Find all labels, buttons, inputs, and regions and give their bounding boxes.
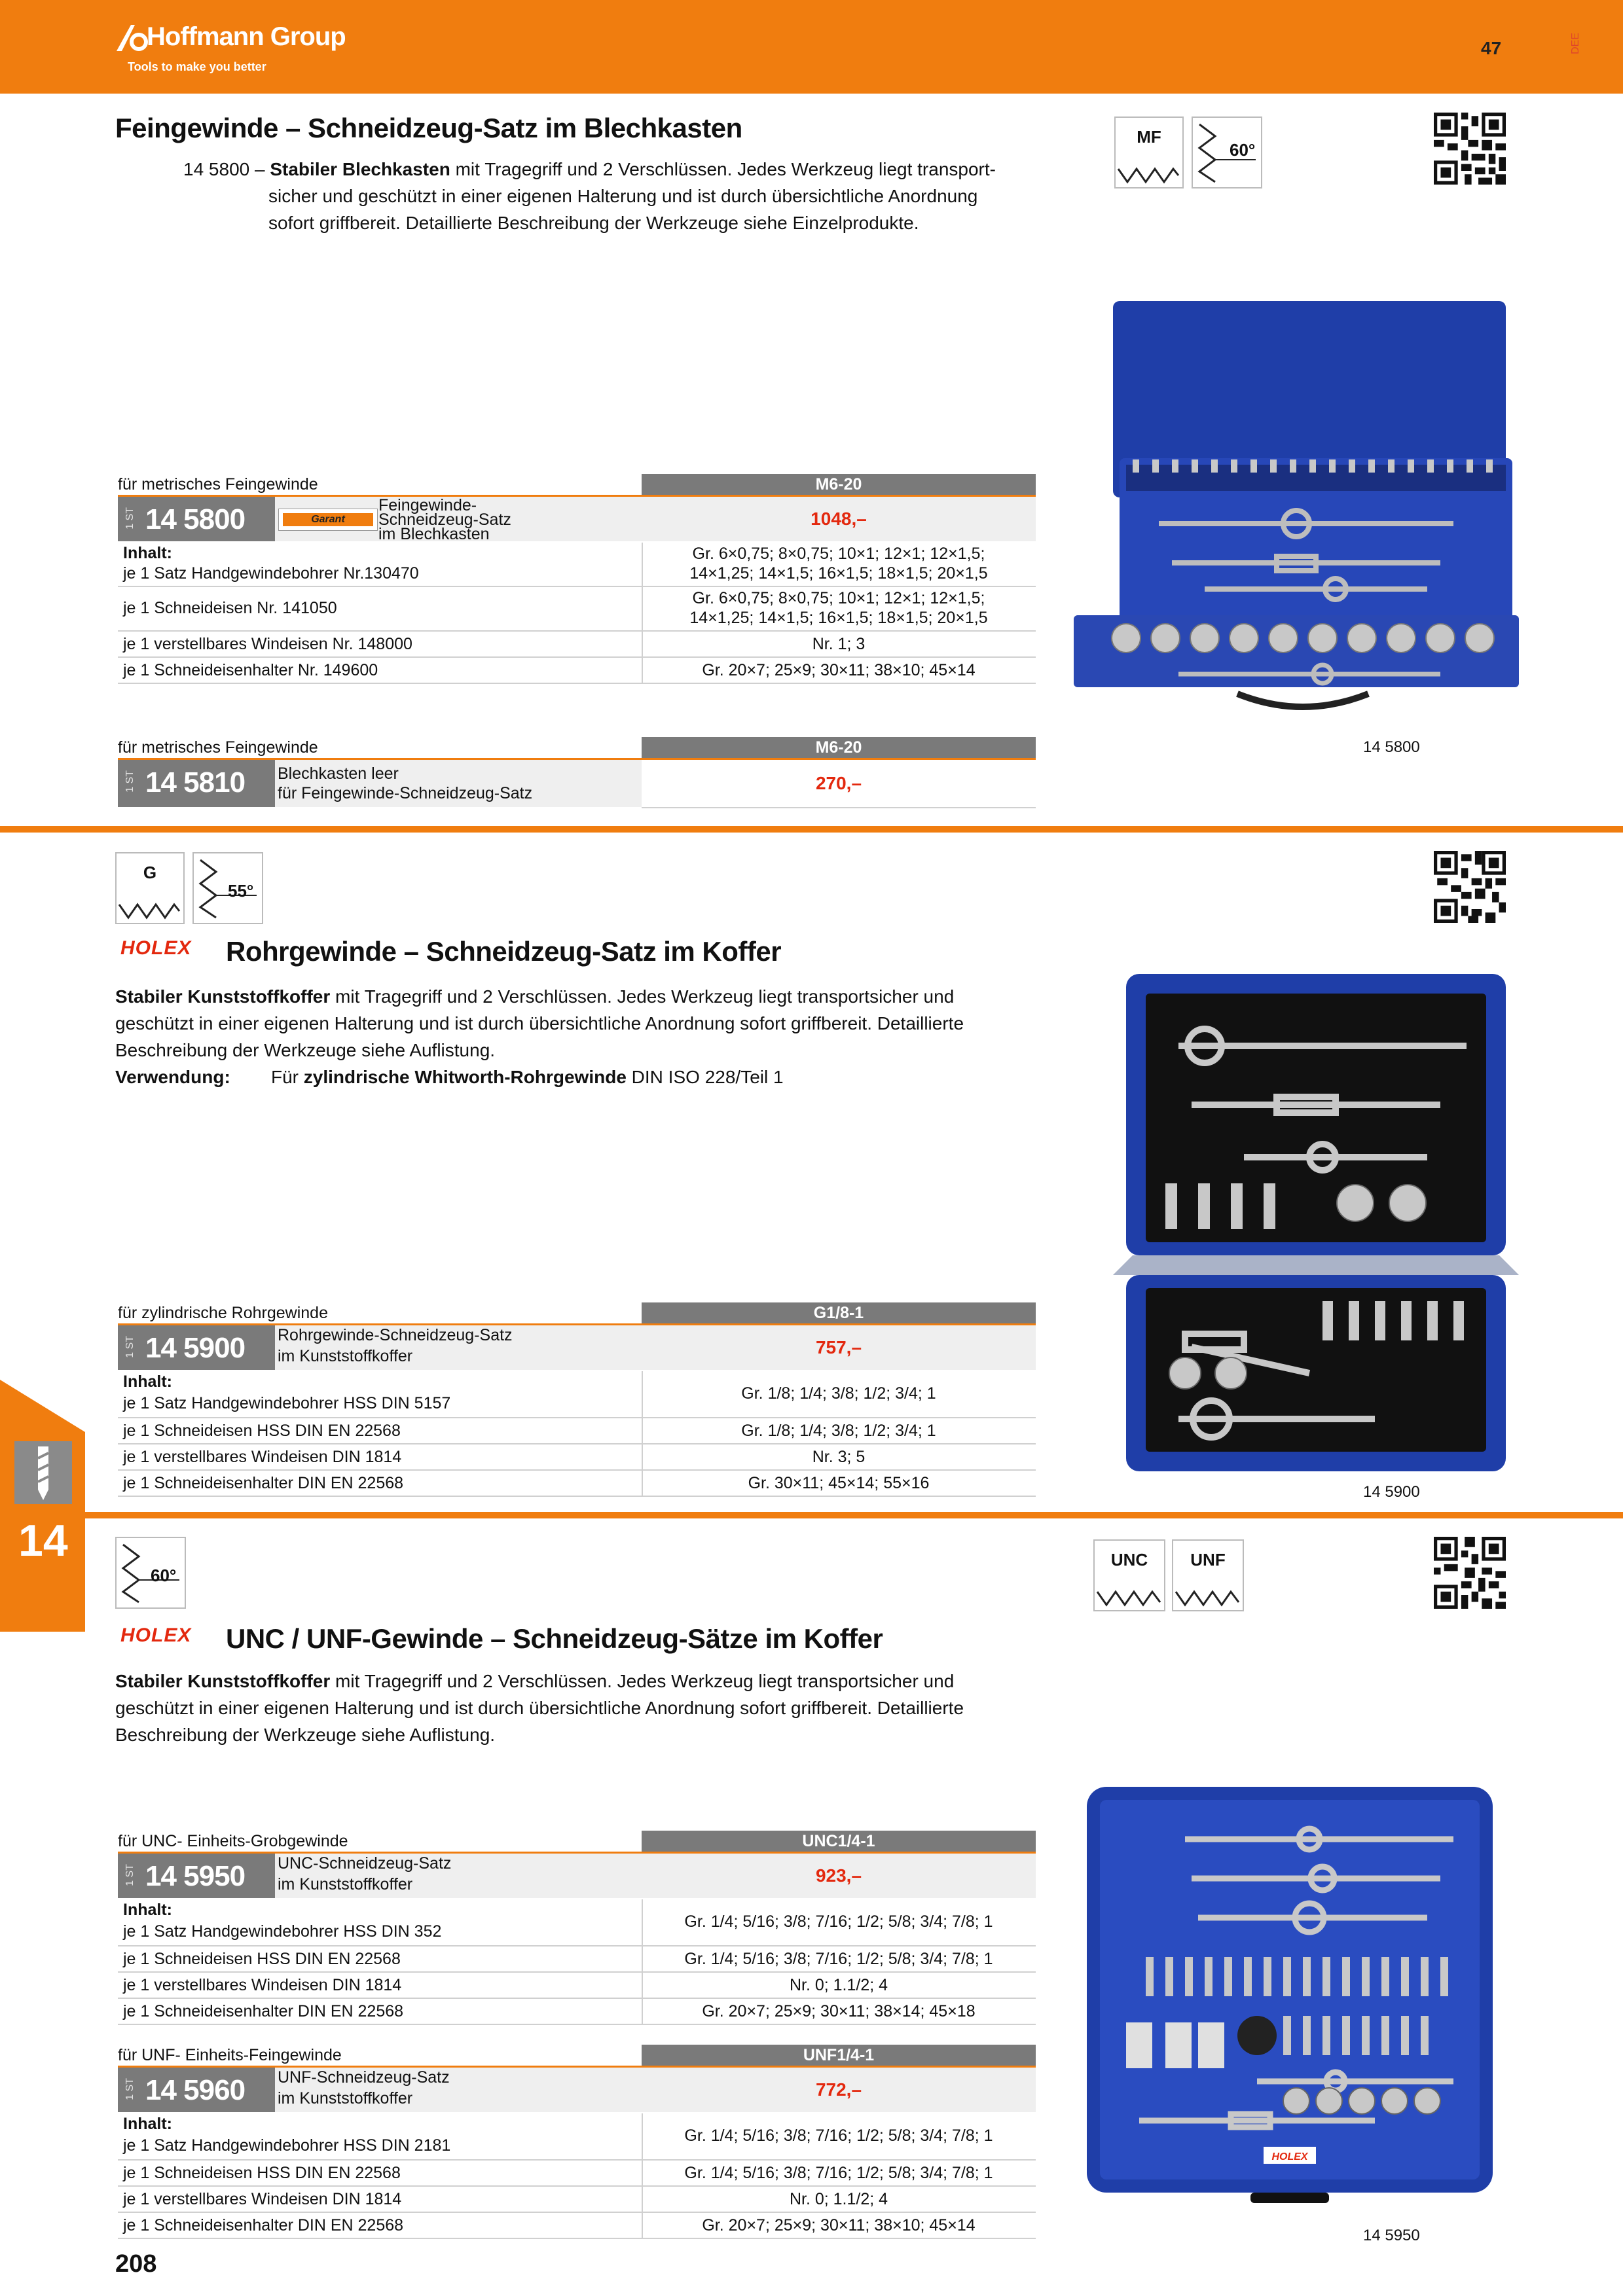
holex-case-label: HOLEX (1271, 2151, 1308, 2162)
article-box-145900: 1 ST 14 5900 (118, 1325, 275, 1370)
article-number: 14 5960 (145, 2074, 246, 2106)
qr-code-icon[interactable] (1434, 1537, 1506, 1609)
table-145800-header-right: M6-20 (642, 474, 1036, 497)
chapter-side-tab (0, 1380, 85, 1632)
table-row: je 1 Schneideisen HSS DIN EN 22568 Gr. 1/8; 1/4; 3/8; 1/2; 3/4; 1 (118, 1418, 1036, 1444)
section3-intro-line3: Beschreibung der Werkzeuge siehe Auflistung. (115, 1725, 496, 1745)
page-number-top: 47 (1481, 38, 1502, 58)
table-145950-header-left: für UNC- Einheits-Grobgewinde (118, 1831, 642, 1854)
article-desc-145950: UNC-Schneidzeug-Satz im Kunststoffkoffer (275, 1854, 642, 1898)
table-row: je 1 Schneideisenhalter DIN EN 22568 Gr. 20×7; 25×9; 30×11; 38×10; 45×14 (118, 2213, 1036, 2239)
section1-intro-line2: sicher und geschützt in einer eigenen Halterung und ist durch übersichtliche Anordnung (268, 186, 978, 206)
product-photo-145800 (1074, 288, 1519, 740)
table-145960-header-left: für UNF- Einheits-Feingewinde (118, 2045, 642, 2068)
unc-thread-icon: UNC (1093, 1539, 1165, 1611)
photo-caption-145950: 14 5950 (1363, 2227, 1420, 2244)
section2-intro: Stabiler Kunststoffkoffer mit Tragegriff und 2 Verschlüssen. Jedes Werkzeug liegt transportsicher und (115, 986, 955, 1007)
g-thread-icon: G (115, 852, 185, 924)
section-divider (0, 826, 1623, 833)
price-145960: 772,– (642, 2068, 1036, 2112)
table-row: je 1 verstellbares Windeisen DIN 1814 Nr. 3; 5 (118, 1444, 1036, 1471)
holex-logo: HOLEX (120, 1624, 192, 1646)
table-145900-header-left: für zylindrische Rohrgewinde (118, 1302, 642, 1325)
article-number: 14 5800 (145, 503, 246, 535)
table-row: je 1 Schneideisenhalter DIN EN 22568 Gr. 30×11; 45×14; 55×16 (118, 1471, 1036, 1497)
table-145950-header-right: UNC1/4-1 (642, 1831, 1036, 1854)
brand-name: Hoffmann Group (147, 22, 346, 51)
photo-caption-145900: 14 5900 (1363, 1483, 1420, 1501)
article-desc-145900: Rohrgewinde-Schneidzeug-Satz im Kunststoffkoffer (275, 1325, 642, 1370)
section2-title: Rohrgewinde – Schneidzeug-Satz im Koffer (226, 936, 782, 967)
table-145810-header-right: M6-20 (642, 737, 1036, 760)
table-row: je 1 verstellbares Windeisen Nr. 148000 Nr. 1; 3 (118, 632, 1036, 658)
table-row: je 1 Schneideisen HSS DIN EN 22568 Gr. 1/4; 5/16; 3/8; 7/16; 1/2; 5/8; 3/4; 7/8; 1 (118, 1946, 1036, 1973)
photo-caption-145800: 14 5800 (1363, 738, 1420, 756)
table-row: je 1 verstellbares Windeisen DIN 1814 Nr. 0; 1.1/2; 4 (118, 2187, 1036, 2213)
language-code: DEE (1570, 33, 1581, 54)
drill-bit-icon (13, 1440, 73, 1505)
brand-tagline: Tools to make you better (128, 60, 266, 73)
price-145900: 757,– (642, 1325, 1036, 1370)
section3-intro: Stabiler Kunststoffkoffer mit Tragegriff und 2 Verschlüssen. Jedes Werkzeug liegt transportsicher und (115, 1671, 955, 1691)
table-row: je 1 Schneideisenhalter Nr. 149600 Gr. 20×7; 25×9; 30×11; 38×10; 45×14 (118, 658, 1036, 684)
thread-angle-55-icon: 55° (192, 852, 263, 924)
table-row: Inhalt: je 1 Satz Handgewindebohrer Nr.130470 Gr. 6×0,75; 8×0,75; 10×1; 12×1; 12×1,5; 14×1,25; 14×1,5; 16×1,5; 18×1,5; 20×1,5 (118, 543, 1036, 587)
hoffmann-logo-icon (115, 22, 148, 52)
table-row: Inhalt: je 1 Satz Handgewindebohrer HSS DIN 5157 Gr. 1/8; 1/4; 3/8; 1/2; 3/4; 1 (118, 1371, 1036, 1418)
table-row: je 1 Schneideisen Nr. 141050 Gr. 6×0,75; 8×0,75; 10×1; 12×1; 12×1,5; 14×1,25; 14×1,5; 16×1,5; 18×1,5; 20×1,5 (118, 587, 1036, 632)
article-box-145810: 1 ST 14 5810 (118, 760, 275, 807)
article-number: 14 5900 (145, 1332, 246, 1364)
table-145800-header-left: für metrisches Feingewinde (118, 474, 642, 497)
section3-title: UNC / UNF-Gewinde – Schneidzeug-Sätze im Koffer (226, 1623, 883, 1654)
article-number: 14 5950 (145, 1860, 246, 1892)
article-number: 14 5810 (145, 766, 246, 798)
article-box-145950: 1 ST 14 5950 (118, 1854, 275, 1898)
product-photo-145900 (1113, 967, 1519, 1484)
table-145900-header-right: G1/8-1 (642, 1302, 1036, 1325)
holex-logo: HOLEX (120, 937, 192, 959)
table-row: je 1 Schneideisenhalter DIN EN 22568 Gr. 20×7; 25×9; 30×11; 38×14; 45×18 (118, 1999, 1036, 2025)
garant-logo: Garant (278, 509, 378, 531)
thread-angle-60-icon: 60° (1192, 117, 1262, 188)
article-desc-145800: Garant Feingewinde- Schneidzeug-Satz im Blechkasten (275, 497, 642, 541)
qr-code-icon[interactable] (1434, 851, 1506, 923)
mf-thread-icon: MF (1114, 117, 1184, 188)
product-photo-145950 (1087, 1780, 1493, 2206)
section-divider (85, 1512, 1623, 1518)
unf-thread-icon: UNF (1172, 1539, 1244, 1611)
chapter-number: 14 (18, 1516, 68, 1566)
price-145800: 1048,– (642, 497, 1036, 541)
section1-intro-line3: sofort griffbereit. Detaillierte Beschreibung der Werkzeuge siehe Einzelprodukte. (268, 213, 919, 233)
section3-intro-line2: geschützt in einer eigenen Halterung und ist durch übersichtliche Anordnung sofort griffbereit. Detaillierte (115, 1698, 964, 1718)
table-145960-header-right: UNF1/4-1 (642, 2045, 1036, 2068)
table-row: je 1 verstellbares Windeisen DIN 1814 Nr. 0; 1.1/2; 4 (118, 1973, 1036, 1999)
qr-code-icon[interactable] (1434, 113, 1506, 185)
thread-angle-60-icon: 60° (115, 1537, 186, 1609)
price-145810: 270,– (642, 760, 1036, 808)
article-desc-145960: UNF-Schneidzeug-Satz im Kunststoffkoffer (275, 2068, 642, 2112)
table-row: Inhalt: je 1 Satz Handgewindebohrer HSS DIN 2181 Gr. 1/4; 5/16; 3/8; 7/16; 1/2; 5/8; 3/4; 7/8; 1 (118, 2113, 1036, 2161)
section1-title: Feingewinde – Schneidzeug-Satz im Blechkasten (115, 113, 742, 143)
section2-intro-line3: Beschreibung der Werkzeuge siehe Auflistung. (115, 1040, 496, 1060)
section2-usage: Verwendung: Für zylindrische Whitworth-Rohrgewinde DIN ISO 228/Teil 1 (115, 1067, 784, 1087)
price-145950: 923,– (642, 1854, 1036, 1898)
article-box-145960: 1 ST 14 5960 (118, 2068, 275, 2112)
section2-intro-line2: geschützt in einer eigenen Halterung und ist durch übersichtliche Anordnung sofort griffbereit. Detaillierte (115, 1013, 964, 1033)
table-145810-header-left: für metrisches Feingewinde (118, 737, 642, 760)
page-number: 208 (115, 2250, 157, 2278)
article-box-145800: 1 ST 14 5800 (118, 497, 275, 541)
table-row: je 1 Schneideisen HSS DIN EN 22568 Gr. 1/4; 5/16; 3/8; 7/16; 1/2; 5/8; 3/4; 7/8; 1 (118, 2161, 1036, 2187)
section1-intro: 14 5800 – Stabiler Blechkasten mit Tragegriff und 2 Verschlüssen. Jedes Werkzeug liegt transport- (183, 159, 996, 179)
article-desc-145810: Blechkasten leer für Feingewinde-Schneidzeug-Satz (275, 760, 642, 807)
table-row: Inhalt: je 1 Satz Handgewindebohrer HSS DIN 352 Gr. 1/4; 5/16; 3/8; 7/16; 1/2; 5/8; 3/4; 7/8; 1 (118, 1899, 1036, 1946)
